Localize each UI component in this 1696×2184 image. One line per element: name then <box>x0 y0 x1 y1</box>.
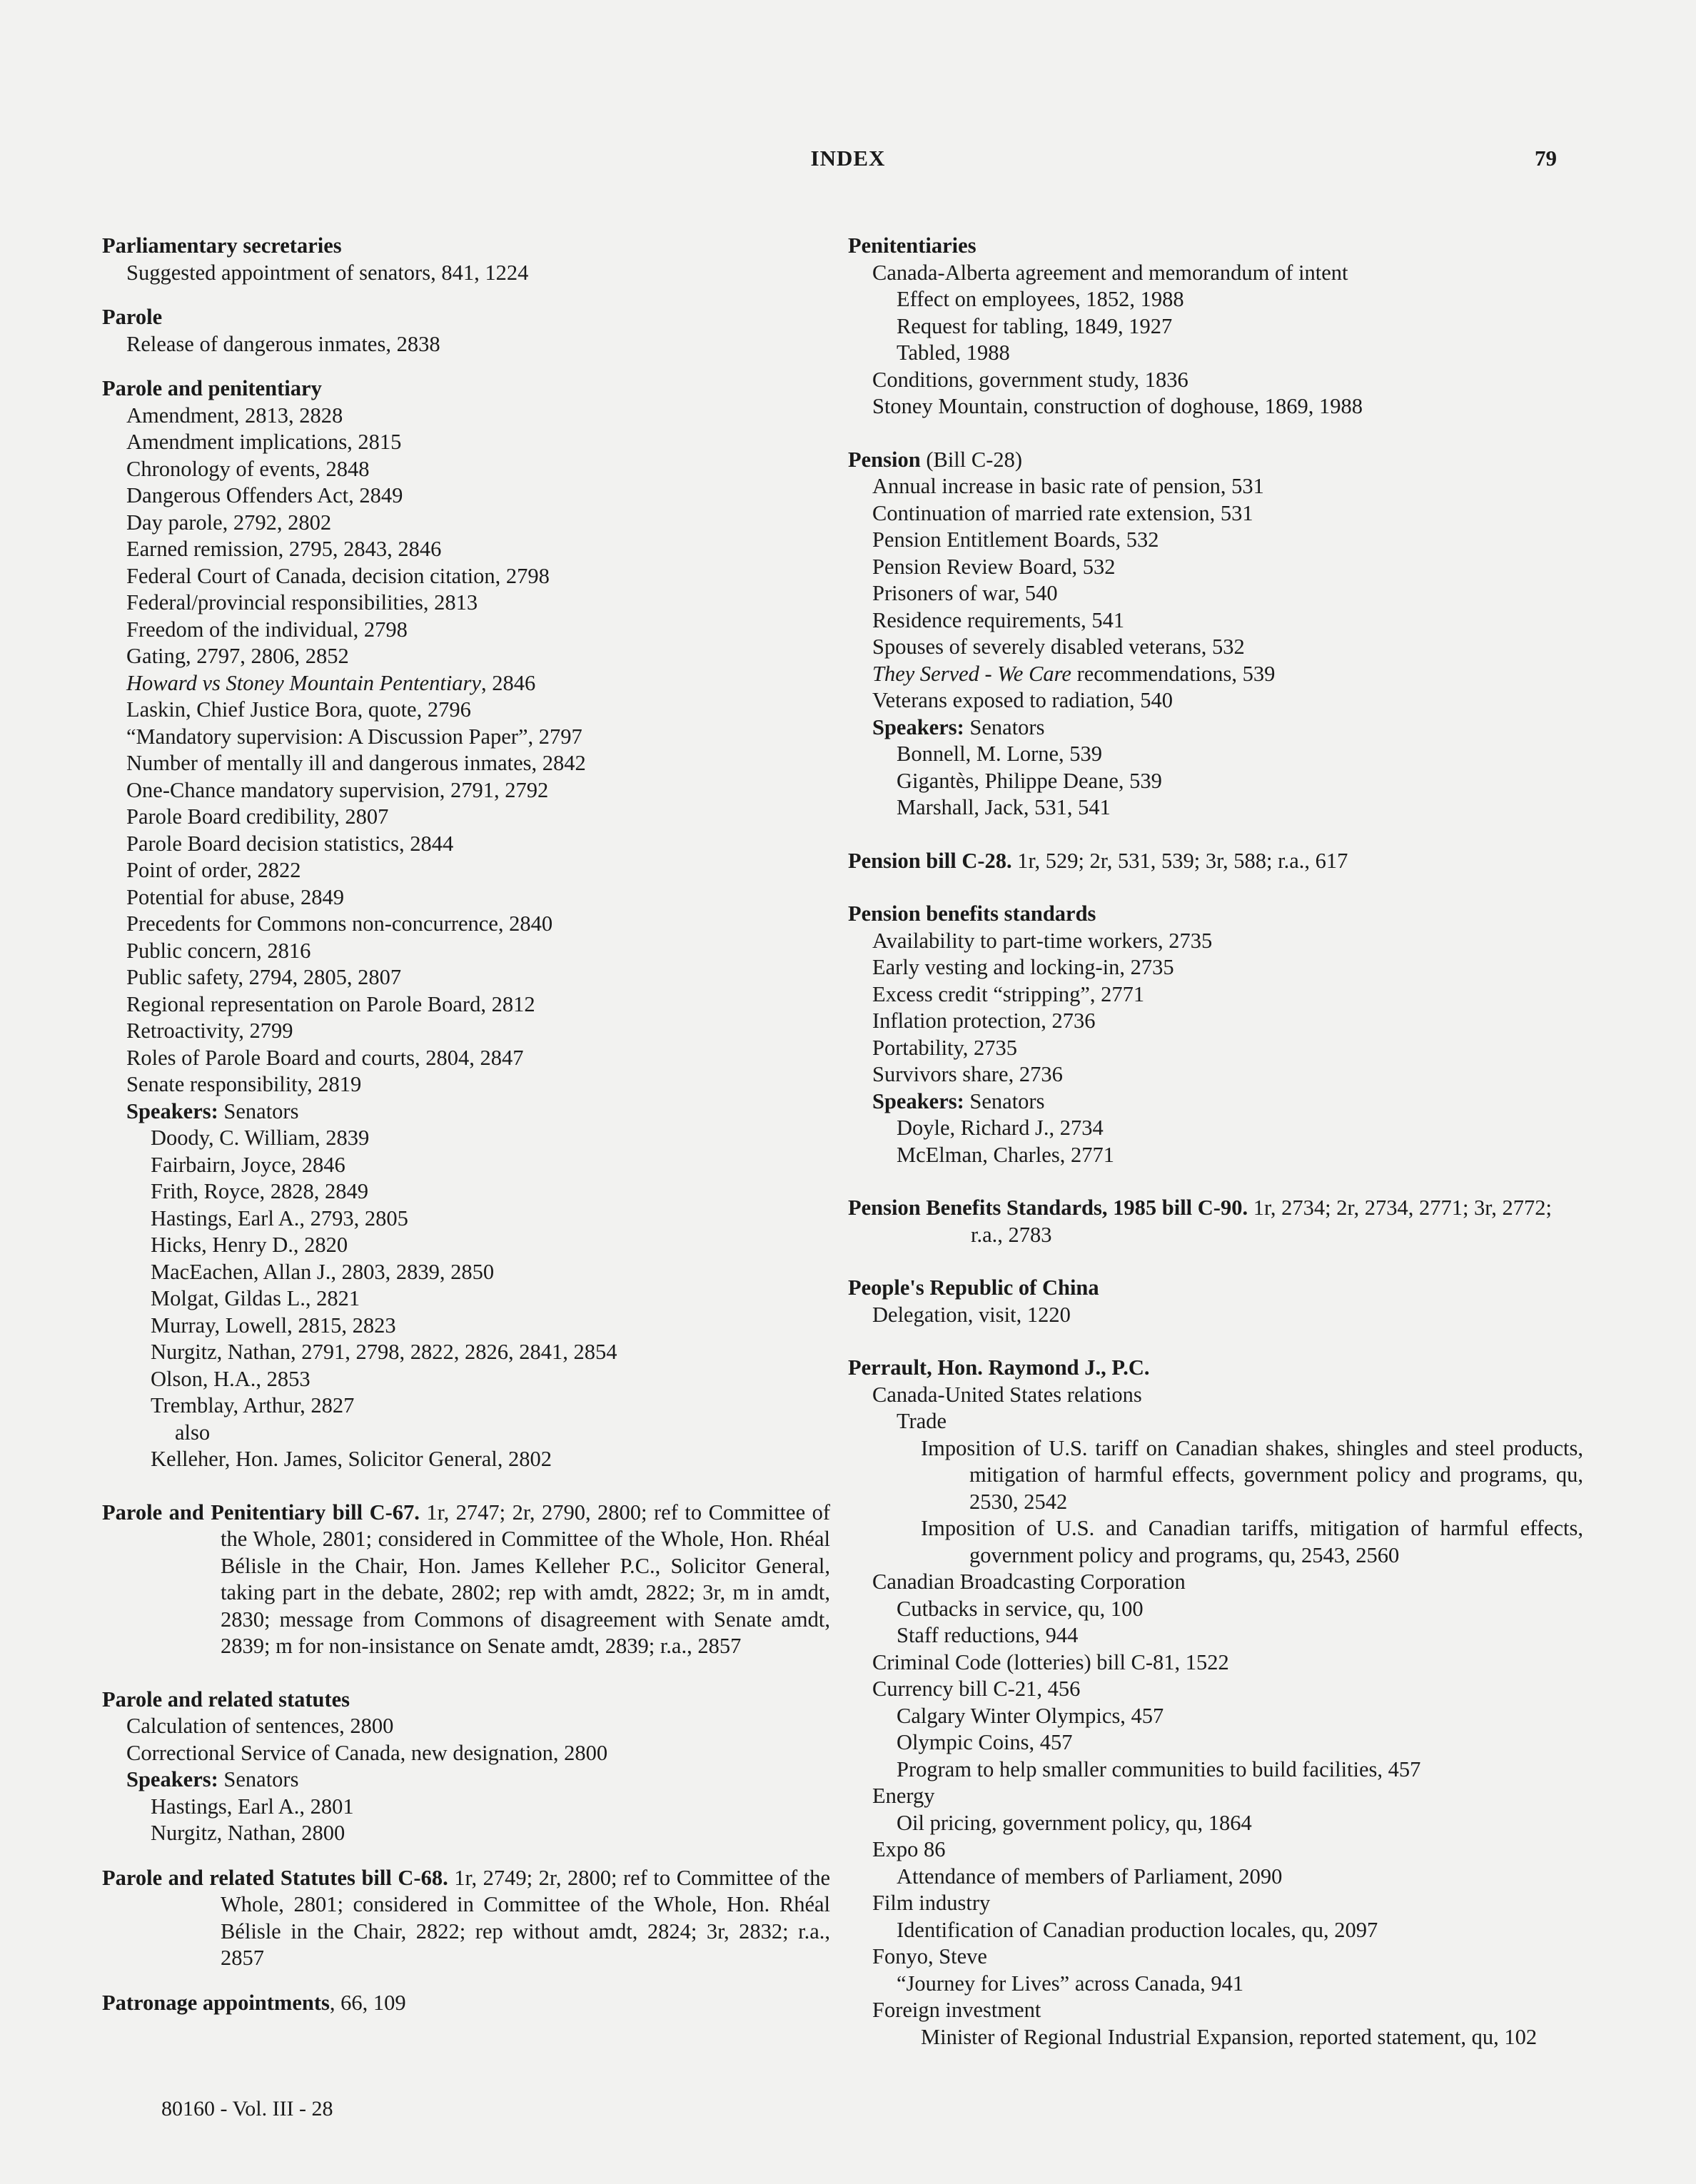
pension-heading-line <box>848 447 1583 474</box>
speaker: Fairbairn, Joyce, 2846 <box>151 1152 345 1177</box>
speakers-label <box>102 1766 830 1794</box>
speaker: Bonnell, M. Lorne, 539 <box>897 742 1103 766</box>
bill-entry <box>848 1195 1583 1248</box>
speakers-label <box>848 714 1583 742</box>
subentry: Early vesting and locking-in, 2735 <box>872 955 1174 979</box>
subentry: Public concern, 2816 <box>126 938 311 963</box>
entry-penitentiaries <box>848 233 1583 420</box>
subentry: Residence requirements, 541 <box>872 607 1125 632</box>
bill-heading: Pension bill C-28. <box>848 848 1012 873</box>
speaker: Molgat, Gildas L., 2821 <box>151 1286 360 1310</box>
subentry: Request for tabling, 1849, 1927 <box>897 313 1173 338</box>
speaker: Doody, C. William, 2839 <box>151 1126 370 1150</box>
entry-heading: Parole and penitentiary <box>102 376 322 400</box>
subentry: Retroactivity, 2799 <box>126 1018 293 1043</box>
subentry: Dangerous Offenders Act, 2849 <box>126 483 403 507</box>
entry-bill-c68 <box>102 1865 830 1972</box>
subentry: Roles of Parole Board and courts, 2804, 2847 <box>126 1045 524 1070</box>
entry-pension-bill <box>848 848 1583 875</box>
subentry: Excess credit “stripping”, 2771 <box>872 981 1145 1006</box>
subentry: Amendment implications, 2815 <box>126 430 402 454</box>
entry-heading: Perrault, Hon. Raymond J., P.C. <box>848 1355 1150 1380</box>
speakers-bold: Speakers: <box>126 1098 218 1123</box>
subentry: Currency bill C-21, 456 <box>872 1677 1081 1701</box>
subentry-they-served <box>848 661 1583 688</box>
speaker: McElman, Charles, 2771 <box>897 1142 1114 1167</box>
bill-entry <box>848 848 1583 875</box>
subentry: Calgary Winter Olympics, 457 <box>897 1703 1164 1728</box>
subentry: Freedom of the individual, 2798 <box>126 617 408 642</box>
subentry: Suggested appointment of senators, 841, 1224 <box>126 260 529 285</box>
bill-entry <box>102 1865 830 1972</box>
speaker: Kelleher, Hon. James, Solicitor General, 2802 <box>151 1447 552 1471</box>
report-rest: recommendations, 539 <box>1071 661 1276 686</box>
bill-heading: Pension Benefits Standards, 1985 bill C-90. <box>848 1195 1248 1220</box>
subentry: Pension Review Board, 532 <box>872 554 1116 579</box>
subentry: Regional representation on Parole Board, 2812 <box>126 991 535 1016</box>
subentry: One-Chance mandatory supervision, 2791, 2792 <box>126 777 549 802</box>
report-title: They Served - We Care <box>872 661 1071 686</box>
subentry: Release of dangerous inmates, 2838 <box>126 331 440 356</box>
entry-pension <box>848 447 1583 821</box>
speaker: Tremblay, Arthur, 2827 <box>151 1393 355 1417</box>
page-header-title: INDEX <box>810 146 886 171</box>
speaker: Nurgitz, Nathan, 2791, 2798, 2822, 2826, 2841, 2854 <box>151 1340 617 1364</box>
subentry: Potential for abuse, 2849 <box>126 884 344 909</box>
also-label: also <box>175 1420 211 1445</box>
entry-parliamentary-secretaries <box>102 233 830 286</box>
speaker: MacEachen, Allan J., 2803, 2839, 2850 <box>151 1259 495 1284</box>
subentry: Prisoners of war, 540 <box>872 581 1058 605</box>
entry-pension-benefits-standards <box>848 901 1583 1168</box>
subentry: Program to help smaller communities to build facilities, 457 <box>897 1756 1421 1781</box>
speaker: Marshall, Jack, 531, 541 <box>897 795 1111 819</box>
subentry: Survivors share, 2736 <box>872 1062 1063 1086</box>
entry-heading: Parole and related statutes <box>102 1687 350 1712</box>
subentry: Number of mentally ill and dangerous inmates, 2842 <box>126 751 586 775</box>
patronage-line <box>102 1990 830 2017</box>
subentry: Foreign investment <box>872 1998 1041 2022</box>
subentry: Tabled, 1988 <box>897 340 1010 365</box>
bill-text: 1r, 529; 2r, 531, 539; 3r, 588; r.a., 617 <box>1011 848 1348 873</box>
subentry: Pension Entitlement Boards, 532 <box>872 527 1159 552</box>
subentry: Fonyo, Steve <box>872 1944 987 1968</box>
entry-parole-and-penitentiary <box>102 375 830 1473</box>
entry-perrault <box>848 1355 1583 2051</box>
subentry: Cutbacks in service, qu, 100 <box>897 1596 1144 1621</box>
subentry: Amendment, 2813, 2828 <box>126 403 343 428</box>
subentry: Film industry <box>872 1891 991 1915</box>
entry-heading: Patronage appointments <box>102 1990 330 2015</box>
speaker: Hastings, Earl A., 2801 <box>151 1794 354 1819</box>
bill-text: 1r, 2749; 2r, 2800; ref to Committee of the Whole, 2801; considered in Committee of the Whole, Hon. Rhéal Bélisle in the Chair, 2822; rep without amdt, 2824; 3r, 2832; r.a., 2857 <box>221 1865 830 1970</box>
subentry: Identification of Canadian production locales, qu, 2097 <box>897 1917 1378 1942</box>
subentry: Canada-Alberta agreement and memorandum of intent <box>872 260 1348 285</box>
subentry: Delegation, visit, 1220 <box>872 1302 1071 1327</box>
subentry: Calculation of sentences, 2800 <box>126 1714 394 1738</box>
entry-patronage <box>102 1990 830 2017</box>
subentry: Oil pricing, government policy, qu, 1864 <box>897 1810 1252 1835</box>
page-number: 79 <box>1535 146 1557 171</box>
subentry: Criminal Code (lotteries) bill C-81, 1522 <box>872 1649 1229 1674</box>
subentry: Stoney Mountain, construction of doghouse, 1869, 1988 <box>872 394 1363 418</box>
page-footer: 80160 - Vol. III - 28 <box>161 2097 333 2120</box>
entry-heading: People's Republic of China <box>848 1275 1099 1300</box>
subentry: Conditions, government study, 1836 <box>872 367 1188 392</box>
left-column <box>102 233 830 2034</box>
subentry: Expo 86 <box>872 1837 946 1861</box>
subentry: Federal/provincial responsibilities, 2813 <box>126 590 478 615</box>
subentry: Attendance of members of Parliament, 2090 <box>897 1864 1283 1889</box>
entry-parole <box>102 304 830 358</box>
subentry: Annual increase in basic rate of pension, 531 <box>872 474 1264 498</box>
subentry: Inflation protection, 2736 <box>872 1008 1096 1033</box>
speaker: Gigantès, Philippe Deane, 539 <box>897 768 1162 793</box>
subentry: Imposition of U.S. and Canadian tariffs, mitigation of harmful effects, government policy and programs, qu, 2543, 2560 <box>921 1516 1583 1567</box>
entry-heading-rest: (Bill C-28) <box>920 447 1023 472</box>
speaker: Murray, Lowell, 2815, 2823 <box>151 1313 396 1338</box>
subentry: Canadian Broadcasting Corporation <box>872 1569 1186 1594</box>
subentry: Staff reductions, 944 <box>897 1623 1079 1647</box>
entry-heading: Pension benefits standards <box>848 901 1096 926</box>
bill-heading: Parole and Penitentiary bill C-67. <box>102 1500 420 1525</box>
subentry: Olympic Coins, 457 <box>897 1730 1073 1754</box>
subentry: Trade <box>897 1409 947 1433</box>
entry-heading: Parliamentary secretaries <box>102 233 342 258</box>
subentry: Portability, 2735 <box>872 1035 1018 1060</box>
subentry: “Journey for Lives” across Canada, 941 <box>897 1971 1244 1996</box>
speakers-label <box>102 1098 830 1126</box>
speakers-bold: Speakers: <box>872 714 964 739</box>
subentry: Precedents for Commons non-concurrence, 2840 <box>126 911 553 936</box>
entry-pbs-bill-c90 <box>848 1195 1583 1248</box>
subentry: Spouses of severely disabled veterans, 532 <box>872 635 1245 659</box>
entry-peoples-republic-of-china <box>848 1275 1583 1328</box>
subentry: Parole Board decision statistics, 2844 <box>126 831 454 856</box>
entry-pages: , 66, 109 <box>329 1990 406 2015</box>
speaker: Nurgitz, Nathan, 2800 <box>151 1821 345 1845</box>
speaker: Hastings, Earl A., 2793, 2805 <box>151 1205 408 1230</box>
bill-text: 1r, 2734; 2r, 2734, 2771; 3r, 2772; r.a., 2783 <box>971 1195 1552 1247</box>
subentry: Gating, 2797, 2806, 2852 <box>126 644 349 668</box>
entry-bill-c67 <box>102 1500 830 1660</box>
speakers-rest: Senators <box>964 714 1045 739</box>
speakers-rest: Senators <box>218 1098 299 1123</box>
bill-heading: Parole and related Statutes bill C-68. <box>102 1865 448 1890</box>
entry-parole-related-statutes <box>102 1687 830 1847</box>
entry-heading: Penitentiaries <box>848 233 976 258</box>
subentry: Earned remission, 2795, 2843, 2846 <box>126 537 442 561</box>
case-title: Howard vs Stoney Mountain Pententiary <box>126 670 481 695</box>
subentry: Availability to part-time workers, 2735 <box>872 928 1213 953</box>
subentry: Chronology of events, 2848 <box>126 456 370 481</box>
subentry: Energy <box>872 1784 935 1808</box>
case-pages: , 2846 <box>480 670 536 695</box>
subentry: Laskin, Chief Justice Bora, quote, 2796 <box>126 697 471 722</box>
speakers-rest: Senators <box>218 1767 299 1791</box>
entry-heading: Pension <box>848 447 921 472</box>
speaker: Olson, H.A., 2853 <box>151 1366 311 1391</box>
bill-text: 1r, 2747; 2r, 2790, 2800; ref to Committee of the Whole, 2801; considered in Committee of the Whole, Hon. Rhéal Bélisle in the Chair, Hon. James Kelleher P.C., Solicitor General, taking part in the debate, 2802; rep with amdt, 2822; 3r, m in amdt, 2830; message from Commons of disagreement with Senate amdt, 2839; m for non-insistance on Senate amdt, 2839; r.a., 2857 <box>221 1500 830 1658</box>
speakers-bold: Speakers: <box>126 1767 218 1791</box>
right-column <box>848 233 1583 2068</box>
subentry: Imposition of U.S. tariff on Canadian shakes, shingles and steel products, mitigation of harmful effects, government policy and programs, qu, 2530, 2542 <box>921 1435 1583 1514</box>
bill-entry <box>102 1500 830 1660</box>
subentry: Effect on employees, 1852, 1988 <box>897 287 1184 311</box>
subentry: Minister of Regional Industrial Expansion, reported statement, qu, 102 <box>921 2024 1538 2049</box>
speakers-rest: Senators <box>964 1088 1045 1113</box>
subentry: “Mandatory supervision: A Discussion Paper”, 2797 <box>126 724 582 749</box>
speakers-label <box>848 1088 1583 1116</box>
subentry-howard <box>102 670 830 697</box>
speaker: Hicks, Henry D., 2820 <box>151 1233 348 1257</box>
entry-heading: Parole <box>102 305 163 329</box>
subentry: Point of order, 2822 <box>126 858 301 882</box>
subentry: Continuation of married rate extension, 531 <box>872 500 1253 525</box>
subentry: Public safety, 2794, 2805, 2807 <box>126 965 402 989</box>
speaker: Doyle, Richard J., 2734 <box>897 1116 1104 1140</box>
speakers-bold: Speakers: <box>872 1088 964 1113</box>
subentry: Parole Board credibility, 2807 <box>126 804 389 829</box>
subentry: Day parole, 2792, 2802 <box>126 510 332 535</box>
subentry: Correctional Service of Canada, new designation, 2800 <box>126 1740 608 1765</box>
subentry: Federal Court of Canada, decision citation, 2798 <box>126 563 550 588</box>
subentry: Canada-United States relations <box>872 1382 1142 1407</box>
subentry: Veterans exposed to radiation, 540 <box>872 688 1173 712</box>
subentry: Senate responsibility, 2819 <box>126 1072 362 1096</box>
speaker: Frith, Royce, 2828, 2849 <box>151 1179 368 1203</box>
